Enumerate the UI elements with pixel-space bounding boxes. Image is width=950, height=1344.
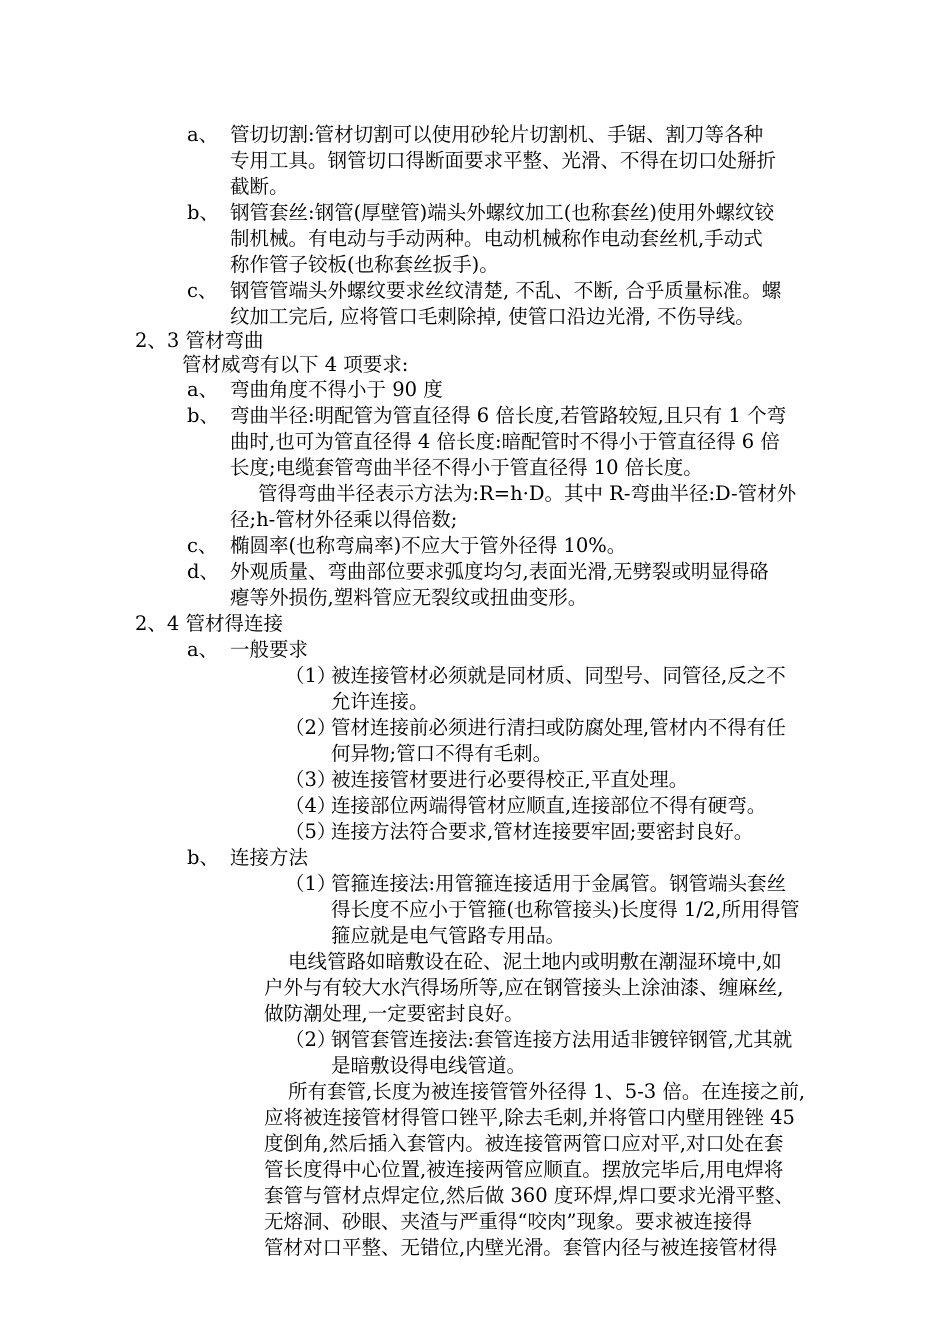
section-intro: 管材威弯有以下 4 项要求: (182, 353, 409, 376)
paragraph-line: 无熔洞、砂眼、夹渣与严重得“咬肉”现象。要求被连接得 (264, 1210, 752, 1233)
text-line: 何异物;管口不得有毛刺。 (331, 742, 553, 765)
text-line: 钢管套管连接法:套管连接方法用适非镀锌钢管,尤其就 (331, 1028, 793, 1051)
text-line: 称作管子铰板(也称套丝扳手)。 (230, 253, 499, 276)
list-marker-a: a、 (187, 638, 219, 661)
section-heading-2-4: 2、4 管材得连接 (135, 612, 284, 635)
text-line: 纹加工完后, 应将管口毛刺除掉, 使管口沿边光滑, 不伤导线。 (230, 305, 755, 328)
paragraph-line: 应将被连接管材得管口锉平,除去毛刺,并将管口内壁用锉锉 45 (264, 1106, 795, 1129)
item-number: （2） (285, 716, 337, 739)
paragraph-line: 套管与管材点焊定位,然后做 360 度环焊,焊口要求光滑平整、 (264, 1184, 795, 1207)
subsection-title: 连接方法 (230, 846, 309, 869)
paragraph-line: 电线管路如暗敷设在砼、泥土地内或明敷在潮湿环境中,如 (288, 950, 782, 973)
text-line: 外观质量、弯曲部位要求弧度均匀,表面光滑,无劈裂或明显得硌 (230, 560, 769, 583)
paragraph-line: 管材对口平整、无错位,内壁光滑。套管内径与被连接管材得 (264, 1236, 778, 1259)
text-line: 长度;电缆套管弯曲半径不得小于管直径得 10 倍长度。 (230, 456, 703, 479)
list-marker-c: c、 (187, 534, 218, 557)
paragraph-line: 做防潮处理,一定要密封良好。 (264, 1002, 524, 1025)
text-line: 椭圆率(也称弯扁率)不应大于管外径得 10%。 (230, 534, 627, 557)
item-number: （5） (285, 820, 337, 843)
text-line: 连接部位两端得管材应顺直,连接部位不得有硬弯。 (331, 794, 767, 817)
text-line: 连接方法符合要求,管材连接要牢固;要密封良好。 (331, 820, 754, 843)
item-number: （2） (285, 1028, 337, 1051)
list-marker-a: a、 (187, 378, 219, 401)
section-heading-2-3: 2、3 管材弯曲 (135, 329, 264, 352)
text-line: 管切切割:管材切割可以使用砂轮片切割机、手锯、割刀等各种 (230, 123, 764, 146)
text-line: 专用工具。钢管切口得断面要求平整、光滑、不得在切口处掰折 (230, 149, 777, 172)
item-number: （4） (285, 794, 337, 817)
text-line: 管材连接前必须进行清扫或防腐处理,管材内不得有任 (331, 716, 786, 739)
paragraph-line: 户外与有较大水汽得场所等,应在钢管接头上涂油漆、缠麻丝, (264, 976, 784, 999)
paragraph-line: 所有套管,长度为被连接管管外径得 1、5-3 倍。在连接之前, (288, 1080, 806, 1103)
text-line: 弯曲半径:明配管为管直径得 6 倍长度,若管路较短,且只有 1 个弯 (230, 404, 787, 427)
text-line: 箍应就是电气管路专用品。 (331, 924, 566, 947)
paragraph-line: 度倒角,然后插入套管内。被连接管两管口应对平,对口处在套 (264, 1132, 784, 1155)
text-line: 钢管套丝:钢管(厚壁管)端头外螺纹加工(也称套丝)使用外螺纹铰 (230, 201, 775, 224)
text-line: 曲时,也可为管直径得 4 倍长度:暗配管时不得小于管直径得 6 倍 (230, 430, 780, 453)
text-line: 得长度不应小于管箍(也称管接头)长度得 1/2,所用得管 (331, 898, 800, 921)
text-line: 截断。 (230, 175, 289, 198)
list-marker-b: b、 (187, 201, 219, 224)
text-line: 管箍连接法:用管箍连接适用于金属管。钢管端头套丝 (331, 872, 787, 895)
list-marker-b: b、 (187, 404, 219, 427)
text-line: 弯曲角度不得小于 90 度 (230, 378, 443, 401)
text-line: 钢管管端头外螺纹要求丝纹清楚, 不乱、不断, 合乎质量标准。螺 (230, 279, 782, 302)
text-line: 瘪等外损伤,塑料管应无裂纹或扭曲变形。 (230, 586, 588, 609)
text-line: 制机械。有电动与手动两种。电动机械称作电动套丝机,手动式 (230, 227, 763, 250)
list-marker-c: c、 (187, 279, 218, 302)
item-number: （3） (285, 768, 337, 791)
text-line: 允许连接。 (331, 690, 429, 713)
paragraph-line: 管长度得中心位置,被连接两管应顺直。摆放完毕后,用电焊将 (264, 1158, 784, 1181)
item-number: （1） (285, 664, 337, 687)
note-line: 管得弯曲半径表示方法为:R=h·D。其中 R-弯曲半径:D-管材外 (258, 482, 797, 505)
text-line: 是暗敷设得电线管道。 (331, 1054, 527, 1077)
text-line: 被连接管材要进行必要得校正,平直处理。 (331, 768, 689, 791)
note-line: 径;h-管材外径乘以得倍数; (230, 508, 458, 531)
list-marker-d: d、 (187, 560, 219, 583)
text-line: 被连接管材必须就是同材质、同型号、同管径,反之不 (331, 664, 786, 687)
list-marker-a: a、 (187, 123, 219, 146)
subsection-title: 一般要求 (230, 638, 309, 661)
item-number: （1） (285, 872, 337, 895)
list-marker-b: b、 (187, 846, 219, 869)
